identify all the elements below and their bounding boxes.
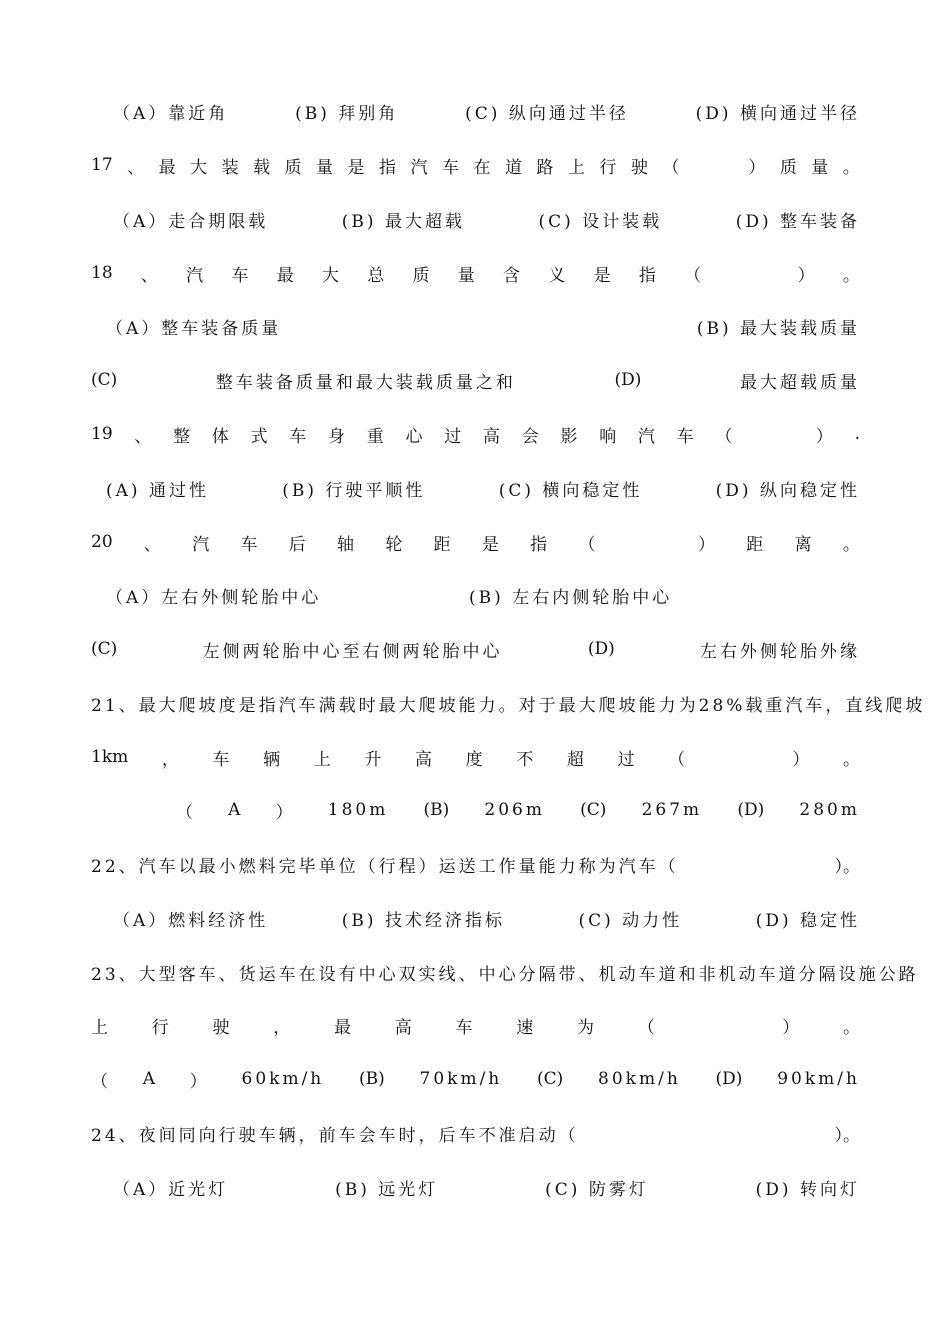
- text-token: （A）走合期限载: [113, 211, 269, 232]
- text-token: （: [637, 1017, 655, 1038]
- text-token: （: [176, 802, 193, 823]
- text-token: 206m: [484, 800, 545, 820]
- text-token: (B) 远光灯: [335, 1179, 439, 1200]
- text-token: 轮: [385, 534, 403, 555]
- text-token: 总: [367, 265, 385, 286]
- text-token: 、: [134, 426, 152, 447]
- text-token: 超: [566, 749, 584, 770]
- text-line: [91, 258, 860, 288]
- text-token: 升: [364, 749, 382, 770]
- text-token: (D): [715, 1069, 743, 1089]
- text-token: 汽: [637, 426, 655, 447]
- text-token: 影: [560, 426, 578, 447]
- text-token: 后: [288, 534, 306, 555]
- text-token: 行: [151, 1017, 169, 1038]
- text-token: .: [854, 424, 860, 444]
- text-token: （: [91, 1071, 108, 1092]
- text-token: 整车装备质量和最大装载质量之和: [215, 372, 516, 393]
- text-line: [91, 150, 860, 180]
- text-token: 质: [412, 265, 430, 286]
- text-token: 车: [441, 157, 459, 178]
- text-token: 装: [221, 157, 239, 178]
- text-token: 行: [599, 157, 617, 178]
- text-token: 车: [240, 534, 258, 555]
- text-token: 体: [211, 426, 229, 447]
- text-token: (D) 转向灯: [755, 1179, 860, 1200]
- text-line: [91, 1118, 860, 1148]
- text-token: (C) 动力性: [578, 910, 683, 931]
- text-token: ）: [815, 426, 833, 447]
- text-token: 车: [289, 426, 307, 447]
- text-token: 距: [746, 534, 764, 555]
- text-token: 质: [284, 157, 302, 178]
- text-token: 最: [276, 265, 294, 286]
- text-token: 重: [366, 426, 384, 447]
- text-token: (D) 横向通过半径: [695, 103, 860, 124]
- text-token: 含: [503, 265, 521, 286]
- text-token: 为: [577, 1017, 594, 1038]
- text-token: 指: [638, 265, 656, 286]
- text-token: 会: [521, 426, 539, 447]
- text-token: ，: [161, 749, 179, 770]
- text-line: [91, 204, 860, 234]
- text-token: 左侧两轮胎中心至右侧两轮胎中心: [202, 641, 503, 662]
- text-token: 左右外侧轮胎外缘: [699, 641, 860, 662]
- text-token: (D): [587, 639, 615, 659]
- text-token: 21、最大爬坡度是指汽车满载时最大爬坡能力。对于最大爬坡能力为28%载重汽车，直线爬坡: [91, 695, 926, 716]
- text-token: 大: [190, 157, 208, 178]
- text-token: 。: [843, 1017, 860, 1038]
- text-token: 17: [91, 155, 113, 175]
- text-token: （: [684, 265, 702, 286]
- text-token: 道: [504, 157, 522, 178]
- text-token: 。: [842, 534, 860, 555]
- text-token: 汽: [410, 157, 428, 178]
- text-token: 1km: [91, 747, 129, 767]
- text-line: [91, 634, 860, 664]
- text-token: 267m: [641, 800, 703, 820]
- text-token: (B) 最大超载: [341, 211, 465, 232]
- text-line: [91, 580, 860, 610]
- text-token: 式: [250, 426, 268, 447]
- text-token: ）。: [834, 1125, 860, 1146]
- text-token: 高: [394, 1017, 412, 1038]
- text-token: 最大超载质量: [739, 372, 860, 393]
- text-token: (B) 左右内侧轮胎中心: [469, 587, 673, 608]
- text-token: 。: [842, 157, 860, 178]
- text-token: 离: [794, 534, 812, 555]
- text-token: (B) 技术经济指标: [341, 910, 505, 931]
- text-token: (B): [423, 800, 450, 820]
- text-token: 70km/h: [419, 1069, 503, 1089]
- text-token: （: [668, 749, 686, 770]
- text-token: 、: [143, 534, 161, 555]
- text-token: 20: [91, 532, 113, 552]
- text-token: 整: [173, 426, 191, 447]
- text-token: (D) 稳定性: [755, 910, 860, 931]
- text-token: 24、夜间同向行驶车辆，前车会车时，后车不准启动（: [91, 1125, 579, 1146]
- text-token: ）: [797, 265, 815, 286]
- text-line: [91, 1172, 860, 1202]
- text-token: 高: [415, 749, 432, 770]
- text-line: [91, 419, 860, 449]
- text-token: 上: [91, 1017, 108, 1038]
- text-line: [91, 96, 860, 126]
- text-token: 身: [328, 426, 346, 447]
- text-token: 是: [593, 265, 611, 286]
- text-token: 量: [316, 157, 334, 178]
- text-token: 量: [811, 157, 829, 178]
- text-token: （: [662, 157, 680, 178]
- text-token: 80km/h: [598, 1069, 681, 1089]
- text-token: (C) 设计装载: [538, 211, 663, 232]
- text-token: (C): [580, 800, 607, 820]
- text-token: 在: [473, 157, 491, 178]
- text-token: （: [715, 426, 733, 447]
- text-token: ）。: [834, 856, 860, 877]
- text-token: ）: [748, 157, 766, 178]
- text-token: ）: [782, 1017, 800, 1038]
- text-token: 过: [444, 426, 462, 447]
- text-token: (C): [91, 370, 118, 390]
- text-token: 60km/h: [241, 1069, 325, 1089]
- text-token: 、: [127, 157, 145, 178]
- text-token: 是: [481, 534, 499, 555]
- text-token: 速: [516, 1017, 534, 1038]
- text-line: [91, 527, 860, 557]
- text-token: 车: [231, 265, 249, 286]
- text-token: 心: [405, 426, 423, 447]
- text-token: 驶: [630, 157, 648, 178]
- text-line: [91, 957, 919, 987]
- text-token: 度: [465, 749, 483, 770]
- text-token: 高: [482, 426, 500, 447]
- text-token: (B) 最大装载质量: [696, 318, 860, 339]
- text-token: 汽: [192, 534, 210, 555]
- text-token: 车: [212, 749, 230, 770]
- text-line: [91, 1064, 860, 1094]
- text-token: (D): [614, 370, 642, 390]
- text-token: ）: [275, 802, 293, 823]
- text-token: 载: [253, 157, 271, 178]
- text-token: (A) 通过性: [106, 480, 209, 501]
- text-line: [91, 1010, 860, 1040]
- text-token: 最: [158, 157, 176, 178]
- text-token: （A）左右外侧轮胎中心: [106, 587, 322, 608]
- text-token: （: [578, 534, 596, 555]
- text-line: [91, 473, 860, 503]
- text-token: 响: [599, 426, 617, 447]
- text-token: （A）近光灯: [113, 1179, 229, 1200]
- text-token: 义: [548, 265, 566, 286]
- text-token: 过: [617, 749, 635, 770]
- text-token: 。: [843, 749, 860, 770]
- text-line: [91, 903, 860, 933]
- text-token: (C) 横向稳定性: [498, 480, 643, 501]
- text-token: ）: [189, 1071, 207, 1092]
- text-token: 是: [347, 157, 365, 178]
- text-token: 辆: [263, 749, 281, 770]
- text-token: ，: [273, 1017, 291, 1038]
- text-token: A: [142, 1069, 156, 1089]
- text-line: [91, 795, 860, 825]
- text-token: 大: [321, 265, 339, 286]
- text-token: (D) 整车装备: [735, 211, 860, 232]
- text-token: 19: [91, 424, 113, 444]
- text-token: 不: [516, 749, 534, 770]
- text-token: (C): [537, 1069, 564, 1089]
- text-token: 上: [313, 749, 331, 770]
- text-token: ）: [698, 534, 716, 555]
- text-token: 汽: [186, 265, 204, 286]
- text-token: 指: [379, 157, 396, 178]
- text-token: 车: [455, 1017, 473, 1038]
- text-token: (D) 纵向稳定性: [715, 480, 860, 501]
- text-token: 距: [433, 534, 451, 555]
- text-line: [91, 742, 860, 772]
- text-token: 23、大型客车、货运车在设有中心双实线、中心分隔带、机动车道和非机动车道分隔设施公路: [91, 964, 919, 985]
- text-token: ）: [792, 749, 810, 770]
- text-line: [91, 311, 860, 341]
- text-token: 质: [779, 157, 797, 178]
- text-line: [91, 365, 860, 395]
- text-token: 90km/h: [777, 1069, 860, 1089]
- text-token: 车: [676, 426, 694, 447]
- text-token: （A）整车装备质量: [106, 318, 282, 339]
- text-token: (C) 防雾灯: [545, 1179, 649, 1200]
- text-token: (D): [737, 800, 765, 820]
- text-line: [91, 849, 860, 879]
- text-token: 轴: [337, 534, 355, 555]
- text-line: [91, 688, 926, 718]
- text-token: 驶: [212, 1017, 230, 1038]
- text-token: 上: [567, 157, 585, 178]
- text-token: 22、汽车以最小燃料完毕单位（行程）运送工作量能力称为汽车（: [91, 856, 679, 877]
- text-token: 量: [457, 265, 475, 286]
- text-token: (B) 行驶平顺性: [282, 480, 426, 501]
- text-token: (C): [91, 639, 118, 659]
- text-token: (C) 纵向通过半径: [465, 103, 629, 124]
- text-token: (B): [359, 1069, 385, 1089]
- text-token: 最: [334, 1017, 351, 1038]
- text-token: 路: [536, 157, 554, 178]
- text-token: 、: [140, 265, 158, 286]
- text-token: （A）靠近角: [113, 103, 229, 124]
- text-token: 。: [842, 265, 860, 286]
- text-token: （A）燃料经济性: [113, 910, 269, 931]
- text-token: 180m: [327, 800, 389, 820]
- text-token: A: [228, 800, 241, 820]
- text-token: 280m: [799, 800, 860, 820]
- text-token: (B) 拜别角: [295, 103, 399, 124]
- text-token: 指: [530, 534, 548, 555]
- text-token: 18: [91, 263, 113, 283]
